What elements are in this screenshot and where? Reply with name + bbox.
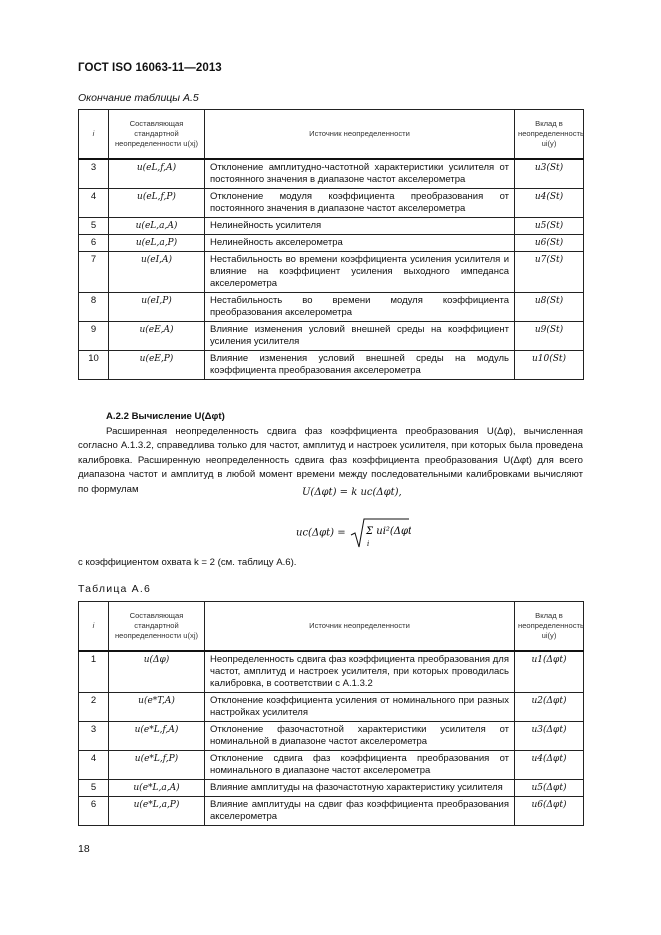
row-component: u(e*L,a,A) — [109, 780, 205, 797]
row-component: u(eE,A) — [109, 322, 205, 351]
row-component: u(eE,P) — [109, 351, 205, 380]
header-component: Составляющая стандартной неопределенности u(xj) — [109, 110, 205, 160]
header-contribution: Вклад в неопределенность ui(y) — [515, 602, 584, 652]
row-contribution: u2(Δφt) — [515, 693, 584, 722]
row-component: u(e*T,A) — [109, 693, 205, 722]
row-index: 2 — [79, 693, 109, 722]
row-component: u(e*L,f,A) — [109, 722, 205, 751]
row-contribution: u3(St) — [515, 159, 584, 189]
row-component: u(eL,f,A) — [109, 159, 205, 189]
header-i: i — [79, 602, 109, 652]
row-contribution: u6(St) — [515, 235, 584, 252]
row-contribution: u3(Δφt) — [515, 722, 584, 751]
table-row — [79, 159, 584, 189]
row-index: 1 — [79, 651, 109, 693]
row-contribution: u6(Δφt) — [515, 797, 584, 826]
header-contribution: Вклад в неопределенность ui(y) — [515, 110, 584, 160]
table-row — [79, 293, 584, 322]
formula-expanded-uncertainty: U(Δφt) = k uc(Δφt), — [302, 487, 402, 498]
row-source: Отклонение сдвига фаз коэффициента преобразования от номинального в диапазоне частот акселерометра — [205, 751, 515, 780]
row-contribution: u4(St) — [515, 189, 584, 218]
table-a6 — [78, 601, 584, 826]
formula-index: i — [366, 540, 370, 548]
table-row — [79, 722, 584, 751]
row-index: 5 — [79, 218, 109, 235]
table-a6-caption: Таблица А.6 — [78, 583, 152, 595]
section-paragraph: Расширенная неопределенность сдвига фаз коэффициента преобразования U(Δφ), вычисленная согласно А.1.3.2, справедлива только для частот, амплитуд и настроек усилителя, при которых была проведена калибровка. Расширенную неопределенность сдвига фаз коэффициента преобразования U(Δφt) для всего диапазона частот и амплитуд в любой момент времени между последовательными калибровками вычисляют по формулам — [78, 425, 583, 495]
table-row — [79, 780, 584, 797]
row-index: 5 — [79, 780, 109, 797]
row-contribution: u10(St) — [515, 351, 584, 380]
sqrt-sign-icon — [349, 517, 411, 549]
row-component: u(eI,P) — [109, 293, 205, 322]
row-source: Влияние амплитуды на сдвиг фаз коэффициента преобразования акселерометра — [205, 797, 515, 826]
formula-rhs: Σ ui²(Δφt) — [365, 526, 411, 537]
header-source: Источник неопределенности — [205, 110, 515, 160]
row-index: 7 — [79, 252, 109, 293]
row-source: Нестабильность во времени коэффициента усиления усилителя и влияние на коэффициент усиления выходного импеданса акселерометра — [205, 252, 515, 293]
row-component: u(eL,f,P) — [109, 189, 205, 218]
row-contribution: u5(St) — [515, 218, 584, 235]
row-source: Влияние амплитуды на фазочастотную характеристику усилителя — [205, 780, 515, 797]
table-row — [79, 235, 584, 252]
row-index: 6 — [79, 235, 109, 252]
row-index: 10 — [79, 351, 109, 380]
row-contribution: u8(St) — [515, 293, 584, 322]
row-source: Отклонение коэффициента усиления от номинального при разных настройках усилителя — [205, 693, 515, 722]
row-index: 3 — [79, 159, 109, 189]
table-a5-caption: Окончание таблицы А.5 — [78, 92, 199, 104]
row-source: Нестабильность во времени модуля коэффициента преобразования акселерометра — [205, 293, 515, 322]
row-component: u(eI,A) — [109, 252, 205, 293]
table-row — [79, 693, 584, 722]
header-i: i — [79, 110, 109, 160]
row-source: Отклонение фазочастотной характеристики усилителя от номинальной в диапазоне частот акселерометра — [205, 722, 515, 751]
row-component: u(Δφ) — [109, 651, 205, 693]
row-index: 4 — [79, 751, 109, 780]
row-contribution: u5(Δφt) — [515, 780, 584, 797]
row-index: 4 — [79, 189, 109, 218]
row-component: u(eL,a,P) — [109, 235, 205, 252]
row-contribution: u9(St) — [515, 322, 584, 351]
table-header-row — [79, 602, 584, 652]
table-row — [79, 651, 584, 693]
section-title: А.2.2 Вычисление U(Δφt) — [106, 411, 225, 422]
table-row — [79, 218, 584, 235]
table-header-row — [79, 110, 584, 160]
row-component: u(e*L,a,P) — [109, 797, 205, 826]
row-source: Отклонение амплитудно-частотной характеристики усилителя от постоянного значения в диапазоне частот акселерометра — [205, 159, 515, 189]
row-index: 6 — [79, 797, 109, 826]
row-source: Отклонение модуля коэффициента преобразования от постоянного значения в диапазоне частот акселерометра — [205, 189, 515, 218]
table-row — [79, 252, 584, 293]
row-source: Нелинейность усилителя — [205, 218, 515, 235]
document-header: ГОСТ ISO 16063-11—2013 — [78, 62, 222, 74]
table-row — [79, 751, 584, 780]
formula-combined-uncertainty — [296, 517, 411, 549]
header-component: Составляющая стандартной неопределенности u(xj) — [109, 602, 205, 652]
table-row — [79, 189, 584, 218]
header-source: Источник неопределенности — [205, 602, 515, 652]
table-row — [79, 351, 584, 380]
row-source: Влияние изменения условий внешней среды на коэффициент усиления усилителя — [205, 322, 515, 351]
row-source: Влияние изменения условий внешней среды на модуль коэффициента преобразования акселерометра — [205, 351, 515, 380]
row-index: 3 — [79, 722, 109, 751]
table-a5 — [78, 109, 584, 380]
row-component: u(eL,a,A) — [109, 218, 205, 235]
coverage-factor-text: с коэффициентом охвата k = 2 (см. таблицу А.6). — [78, 557, 297, 568]
table-row — [79, 322, 584, 351]
table-row — [79, 797, 584, 826]
row-component: u(e*L,f,P) — [109, 751, 205, 780]
row-source: Неопределенность сдвига фаз коэффициента преобразования для частот, амплитуд и настроек усилителя, при которых проводилась калибровка, в соответствии с А.1.3.2 — [205, 651, 515, 693]
formula-lhs: uc(Δφt) = — [296, 527, 346, 539]
row-contribution: u1(Δφt) — [515, 651, 584, 693]
row-index: 9 — [79, 322, 109, 351]
row-source: Нелинейность акселерометра — [205, 235, 515, 252]
row-contribution: u4(Δφt) — [515, 751, 584, 780]
section-a-2-2 — [78, 410, 583, 497]
row-contribution: u7(St) — [515, 252, 584, 293]
page-number: 18 — [78, 843, 90, 855]
row-index: 8 — [79, 293, 109, 322]
